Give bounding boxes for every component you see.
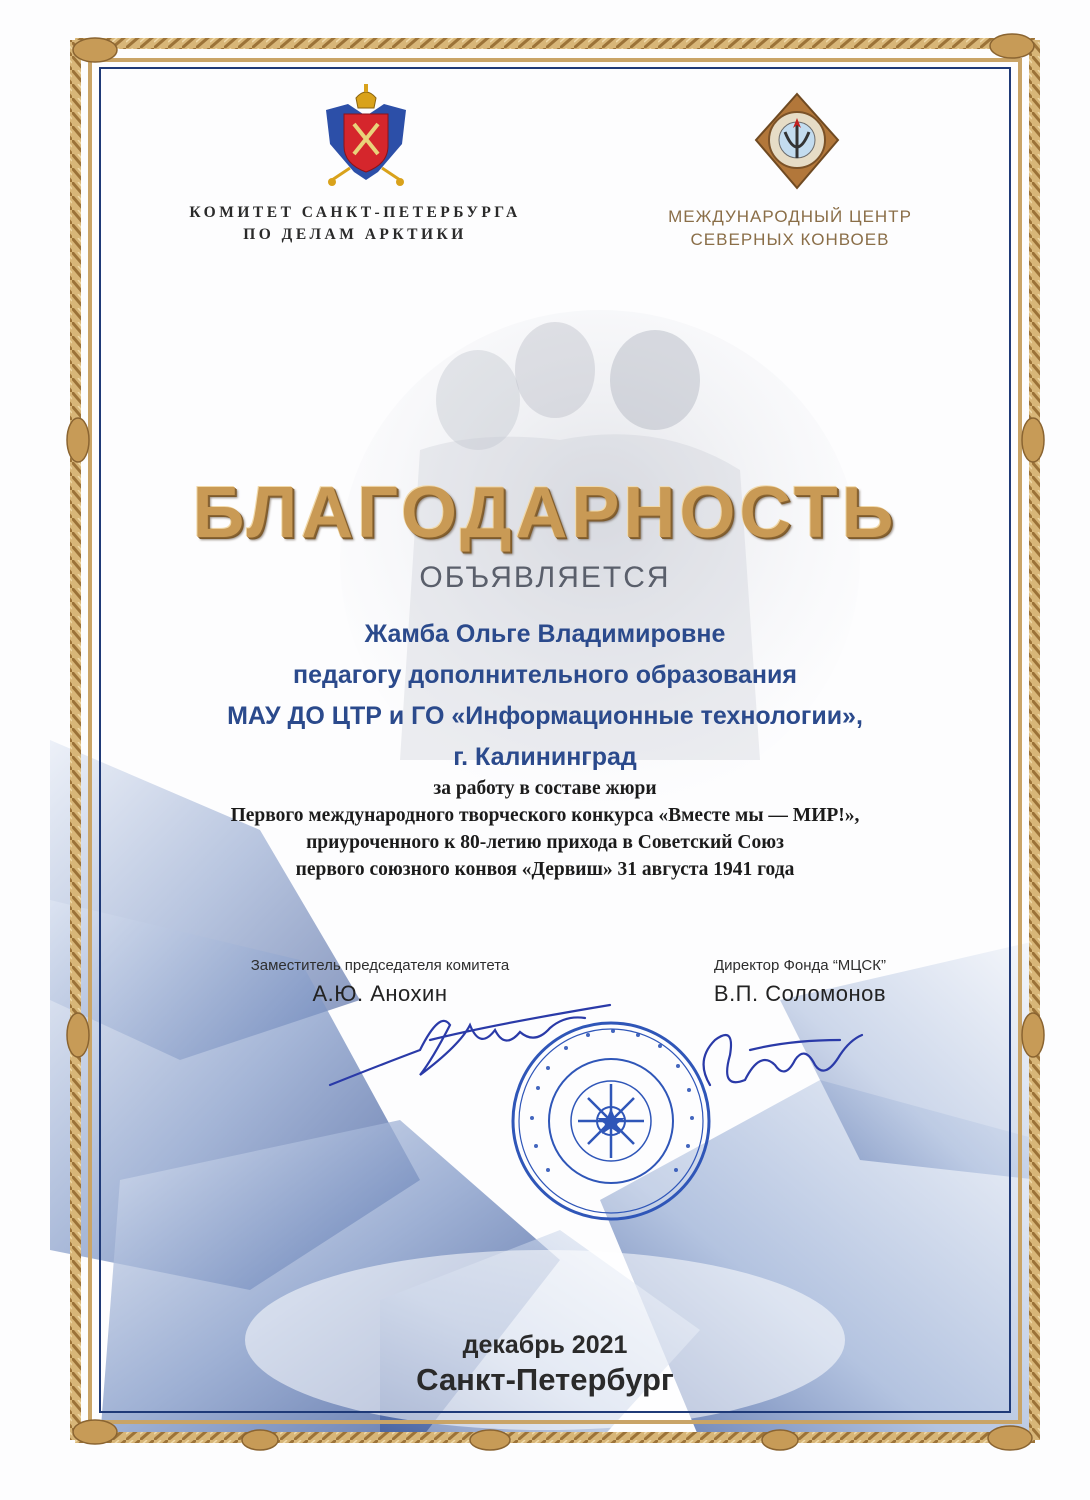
center-line-2: СЕВЕРНЫХ КОНВОЕВ bbox=[690, 230, 890, 249]
left-signatory-role: Заместитель председателя комитета bbox=[250, 957, 510, 974]
recipient-position: педагогу дополнительного образования bbox=[293, 661, 797, 689]
right-signatory-role: Директор Фонда “МЦСК” bbox=[714, 957, 886, 974]
announcement: ОБЪЯВЛЯЕТСЯ bbox=[419, 561, 671, 594]
right-handwritten-signature bbox=[690, 1010, 870, 1110]
recipient-name: Жамба Ольге Владимировне bbox=[364, 620, 726, 648]
issue-date: декабрь 2021 bbox=[462, 1331, 628, 1359]
convoys-center-name bbox=[625, 205, 955, 251]
committee-name bbox=[130, 202, 580, 246]
committee-line-1: КОМИТЕТ САНКТ-ПЕТЕРБУРГА bbox=[189, 204, 521, 221]
reason-line-3: приуроченного к 80-летию прихода в Советский Союз bbox=[306, 832, 784, 853]
issue-city: Санкт-Петербург bbox=[416, 1362, 674, 1397]
reason-line-4: первого союзного конвоя «Дервиш» 31 августа 1941 года bbox=[295, 859, 795, 880]
recipient-organization: МАУ ДО ЦТР и ГО «Информационные технологии», bbox=[227, 702, 863, 730]
spb-coat-of-arms-icon bbox=[318, 84, 414, 192]
right-signatory-name: В.П. Соломонов bbox=[713, 981, 887, 1006]
reason-line-2: Первого международного творческого конкурса «Вместе мы — МИР!», bbox=[230, 805, 860, 826]
official-seal-stamp bbox=[508, 1018, 714, 1224]
left-signatory-name: А.Ю. Анохин bbox=[312, 981, 448, 1006]
recipient-block bbox=[0, 614, 1090, 778]
award-reason bbox=[0, 775, 1090, 883]
recipient-city: г. Калининград bbox=[453, 743, 637, 771]
northern-convoys-emblem-icon bbox=[752, 92, 842, 190]
committee-line-2: ПО ДЕЛАМ АРКТИКИ bbox=[243, 226, 467, 243]
center-line-1: МЕЖДУНАРОДНЫЙ ЦЕНТР bbox=[668, 207, 912, 226]
reason-line-1: за работу в составе жюри bbox=[433, 778, 657, 799]
certificate-title: БЛАГОДАРНОСТЬ bbox=[192, 473, 898, 553]
